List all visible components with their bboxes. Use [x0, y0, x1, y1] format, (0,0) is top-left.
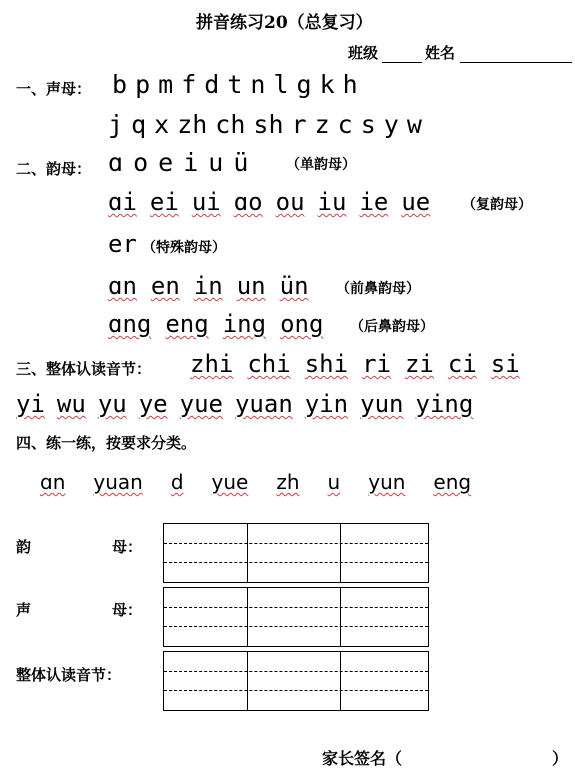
initial-5: sh [253, 110, 284, 139]
compound-final-5: iu [317, 188, 347, 216]
initial-8: g [296, 70, 312, 99]
section3-label: 三、整体认读音节： [16, 360, 152, 378]
compound-final-4: ou [275, 188, 305, 216]
parent-signature-field[interactable] [420, 760, 540, 761]
initial-5: t [227, 70, 243, 99]
classify-item-3: yue [211, 470, 249, 494]
front-nasal-final-0: ɑn [108, 272, 137, 300]
initial-11: w [406, 110, 422, 139]
section2-label: 二、韵母： [16, 160, 92, 178]
initial-8: c [337, 110, 353, 139]
initials-line-1 [112, 70, 358, 99]
compound-finals [108, 188, 430, 216]
back-nasal-final-3: ong [280, 310, 324, 338]
initial-7: z [314, 110, 330, 139]
class-blank[interactable] [382, 44, 422, 63]
initial-3: f [181, 70, 197, 99]
whole-syllable-7: yun [360, 390, 404, 418]
initial-1: q [131, 110, 147, 139]
grid1-label-b: 母： [112, 538, 143, 556]
front-nasal-final-2: in [193, 272, 223, 300]
classify-item-6: yun [368, 470, 406, 494]
whole-syllable-4: yue [179, 390, 223, 418]
special-final-note: （特殊韵母） [142, 240, 226, 256]
compound-final-7: ue [401, 188, 431, 216]
single-final-0: ɑ [108, 148, 124, 177]
whole-syllable-1: chi [247, 350, 291, 378]
whole-syllable-3: ye [138, 390, 168, 418]
classify-item-1: yuan [93, 470, 143, 494]
initial-6: n [250, 70, 266, 99]
classify-items [40, 470, 471, 494]
front-nasal-final-4: ün [279, 272, 309, 300]
whole-syllable-6: yin [304, 390, 349, 418]
initial-3: zh [177, 110, 208, 139]
compound-finals-note: （复韵母） [462, 197, 532, 213]
initial-1: p [135, 70, 151, 99]
classify-item-2: d [170, 470, 184, 494]
single-final-1: o [133, 148, 149, 177]
single-finals [108, 148, 248, 177]
single-final-4: u [208, 148, 224, 177]
whole-syllable-2: shi [304, 350, 349, 378]
compound-final-3: ɑo [233, 188, 263, 216]
initial-0: j [108, 110, 124, 139]
initial-10: y [383, 110, 399, 139]
whole-syllables-line-2 [16, 390, 473, 418]
initial-4: ch [215, 110, 246, 139]
front-nasal-final-3: un [236, 272, 266, 300]
compound-final-2: ui [191, 188, 221, 216]
whole-syllable-2: yu [97, 390, 127, 418]
compound-final-6: ie [359, 188, 389, 216]
front-nasal-note: （前鼻韵母） [336, 281, 420, 297]
section1-label: 一、声母： [16, 80, 92, 98]
back-nasal-finals [108, 310, 323, 338]
classify-item-7: eng [433, 470, 472, 494]
whole-syllable-0: zhi [190, 350, 234, 378]
section4-label: 四、练一练，按要求分类。 [16, 434, 197, 452]
grid1-label-a: 韵 [16, 538, 32, 556]
initial-6: r [291, 110, 307, 139]
page-title: 拼音练习20（总复习） [196, 13, 373, 33]
whole-syllable-4: zi [404, 350, 434, 378]
back-nasal-note: （后鼻韵母） [350, 319, 434, 335]
whole-syllable-0: yi [16, 390, 45, 418]
single-finals-note: （单韵母） [286, 157, 356, 173]
finals-answer-grid[interactable] [163, 523, 429, 583]
whole-syllable-5: yuan [234, 390, 293, 418]
whole-syllables-line-1 [190, 350, 520, 378]
classify-item-5: u [327, 470, 341, 494]
class-label: 班级 [348, 44, 379, 62]
grid2-label-a: 声 [16, 601, 32, 619]
back-nasal-final-1: eng [165, 310, 209, 338]
initials-answer-grid[interactable] [163, 587, 429, 647]
whole-syllable-6: si [490, 350, 520, 378]
initial-4: d [204, 70, 220, 99]
front-nasal-final-1: en [150, 272, 180, 300]
single-final-3: i [183, 148, 199, 177]
classify-item-0: ɑn [40, 470, 66, 494]
compound-final-0: ɑi [108, 188, 137, 216]
initials-line-2 [108, 110, 422, 139]
initial-9: k [319, 70, 335, 99]
grid3-label: 整体认读音节： [16, 666, 122, 684]
back-nasal-final-2: ing [222, 310, 267, 338]
parent-signature-close: ） [552, 749, 569, 768]
whole-syllable-3: ri [362, 350, 391, 378]
whole-syllables-answer-grid[interactable] [163, 651, 429, 711]
name-blank[interactable] [460, 44, 572, 63]
special-final: er [108, 230, 137, 258]
grid2-label-b: 母： [112, 601, 143, 619]
classify-item-4: zh [276, 470, 300, 494]
back-nasal-final-0: ɑng [108, 310, 152, 338]
single-final-2: e [158, 148, 174, 177]
initial-9: s [360, 110, 376, 139]
whole-syllable-1: wu [56, 390, 86, 418]
whole-syllable-5: ci [447, 350, 477, 378]
name-label: 姓名 [425, 44, 456, 62]
parent-signature-label: 家长签名（ [322, 749, 403, 768]
front-nasal-finals [108, 272, 309, 300]
single-final-5: ü [233, 148, 249, 177]
initial-10: h [342, 70, 358, 99]
whole-syllable-8: ying [415, 390, 474, 418]
initial-0: b [112, 70, 128, 99]
initial-7: l [273, 70, 289, 99]
initial-2: m [158, 70, 174, 99]
compound-final-1: ei [149, 188, 179, 216]
initial-2: x [154, 110, 170, 139]
